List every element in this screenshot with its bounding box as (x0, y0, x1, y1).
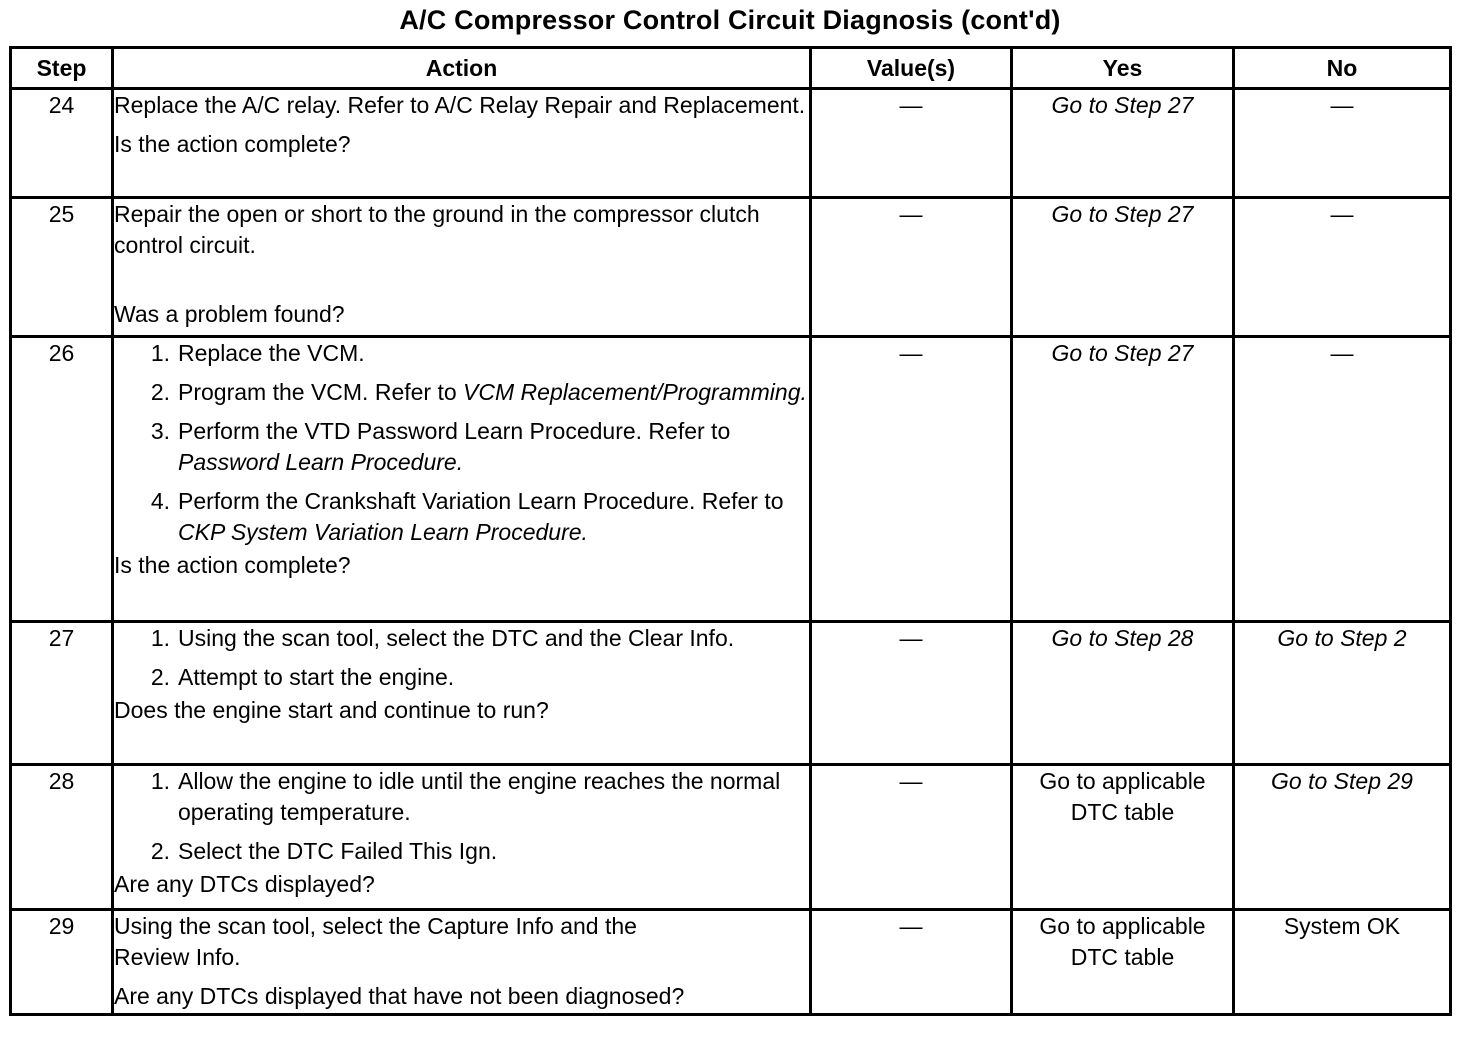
action-question: Is the action complete? (114, 552, 351, 578)
action-step-item (140, 338, 809, 369)
yes-result (1012, 765, 1234, 910)
no-result: Go to Step 29 (1234, 765, 1451, 910)
step-item-number: 2. (150, 664, 170, 690)
step-number: 28 (11, 765, 113, 910)
action-cell (113, 765, 811, 910)
value-cell: — (811, 198, 1012, 337)
no-result: — (1234, 198, 1451, 337)
action-text: Repair the open or short to the ground in the compressor clutch control circuit. (114, 201, 760, 258)
action-text: Using the scan tool, select the Capture Info and the Review Info. (114, 913, 637, 970)
action-step-item (140, 416, 809, 478)
step-item-text: Using the scan tool, select the DTC and the Clear Info. (178, 625, 735, 651)
action-step-item (140, 377, 809, 408)
table-row (11, 765, 1451, 910)
step-item-text: Perform the Crankshaft Variation Learn Procedure. Refer to (178, 488, 784, 514)
action-cell (113, 910, 811, 1015)
yes-result: Go to Step 27 (1012, 198, 1234, 337)
yes-result (1012, 910, 1234, 1015)
table-row (11, 910, 1451, 1015)
header-action: Action (113, 48, 811, 89)
step-number: 24 (11, 89, 113, 198)
no-result: — (1234, 89, 1451, 198)
no-result: Go to Step 2 (1234, 622, 1451, 765)
step-item-number: 4. (150, 488, 170, 514)
action-question: Is the action complete? (114, 131, 351, 157)
value-cell: — (811, 622, 1012, 765)
action-text: Replace the A/C relay. Refer to A/C Relay Repair and Replacement. (114, 92, 806, 118)
action-step-item (140, 623, 809, 654)
action-step-list (114, 623, 809, 693)
yes-result-line: Go to applicable (1039, 913, 1206, 939)
action-question: Are any DTCs displayed? (114, 871, 375, 897)
action-question: Was a problem found? (114, 301, 345, 327)
value-cell: — (811, 910, 1012, 1015)
step-item-text: Perform the VTD Password Learn Procedure. Refer to (178, 418, 731, 444)
yes-result-line: Go to applicable (1039, 768, 1206, 794)
step-item-number: 3. (150, 418, 170, 444)
header-row (11, 48, 1451, 89)
document-title: A/C Compressor Control Circuit Diagnosis (cont'd) (399, 5, 1061, 35)
yes-result: Go to Step 27 (1012, 89, 1234, 198)
action-question: Are any DTCs displayed that have not been diagnosed? (114, 983, 685, 1009)
action-cell (113, 198, 811, 337)
action-step-item (140, 836, 809, 867)
value-cell: — (811, 765, 1012, 910)
step-number: 29 (11, 910, 113, 1015)
step-item-number: 1. (150, 768, 170, 794)
yes-result: Go to Step 27 (1012, 337, 1234, 622)
table-row (11, 89, 1451, 198)
action-cell (113, 337, 811, 622)
action-cell (113, 89, 811, 198)
header-yes: Yes (1012, 48, 1234, 89)
action-step-item (140, 662, 809, 693)
step-number: 26 (11, 337, 113, 622)
header-values: Value(s) (811, 48, 1012, 89)
yes-result: Go to Step 28 (1012, 622, 1234, 765)
action-step-list (114, 766, 809, 867)
step-item-text: Replace the VCM. (178, 340, 365, 366)
no-result: — (1234, 337, 1451, 622)
table-row (11, 337, 1451, 622)
no-result: System OK (1234, 910, 1451, 1015)
step-item-text: Program the VCM. Refer to (178, 379, 464, 405)
table-row (11, 622, 1451, 765)
step-item-reference: VCM Replacement/Programming. (463, 379, 807, 405)
step-number: 27 (11, 622, 113, 765)
diagnosis-table (9, 46, 1452, 1016)
action-step-item (140, 766, 809, 828)
header-step: Step (11, 48, 113, 89)
action-question: Does the engine start and continue to run? (114, 697, 549, 723)
action-step-item (140, 486, 809, 548)
step-item-number: 2. (150, 379, 170, 405)
step-item-reference: CKP System Variation Learn Procedure. (178, 519, 588, 545)
step-item-text: Select the DTC Failed This Ign. (178, 838, 498, 864)
yes-result-line: DTC table (1070, 944, 1175, 970)
value-cell: — (811, 337, 1012, 622)
value-cell: — (811, 89, 1012, 198)
step-item-text: Attempt to start the engine. (178, 664, 455, 690)
step-item-reference: Password Learn Procedure. (178, 449, 464, 475)
yes-result-line: DTC table (1070, 799, 1175, 825)
step-item-number: 1. (150, 340, 170, 366)
header-no: No (1234, 48, 1451, 89)
action-cell (113, 622, 811, 765)
table-row (11, 198, 1451, 337)
action-step-list (114, 338, 809, 548)
step-item-number: 2. (150, 838, 170, 864)
step-number: 25 (11, 198, 113, 337)
step-item-number: 1. (150, 625, 170, 651)
step-item-text: Allow the engine to idle until the engine reaches the normal operating temperature. (178, 768, 781, 825)
